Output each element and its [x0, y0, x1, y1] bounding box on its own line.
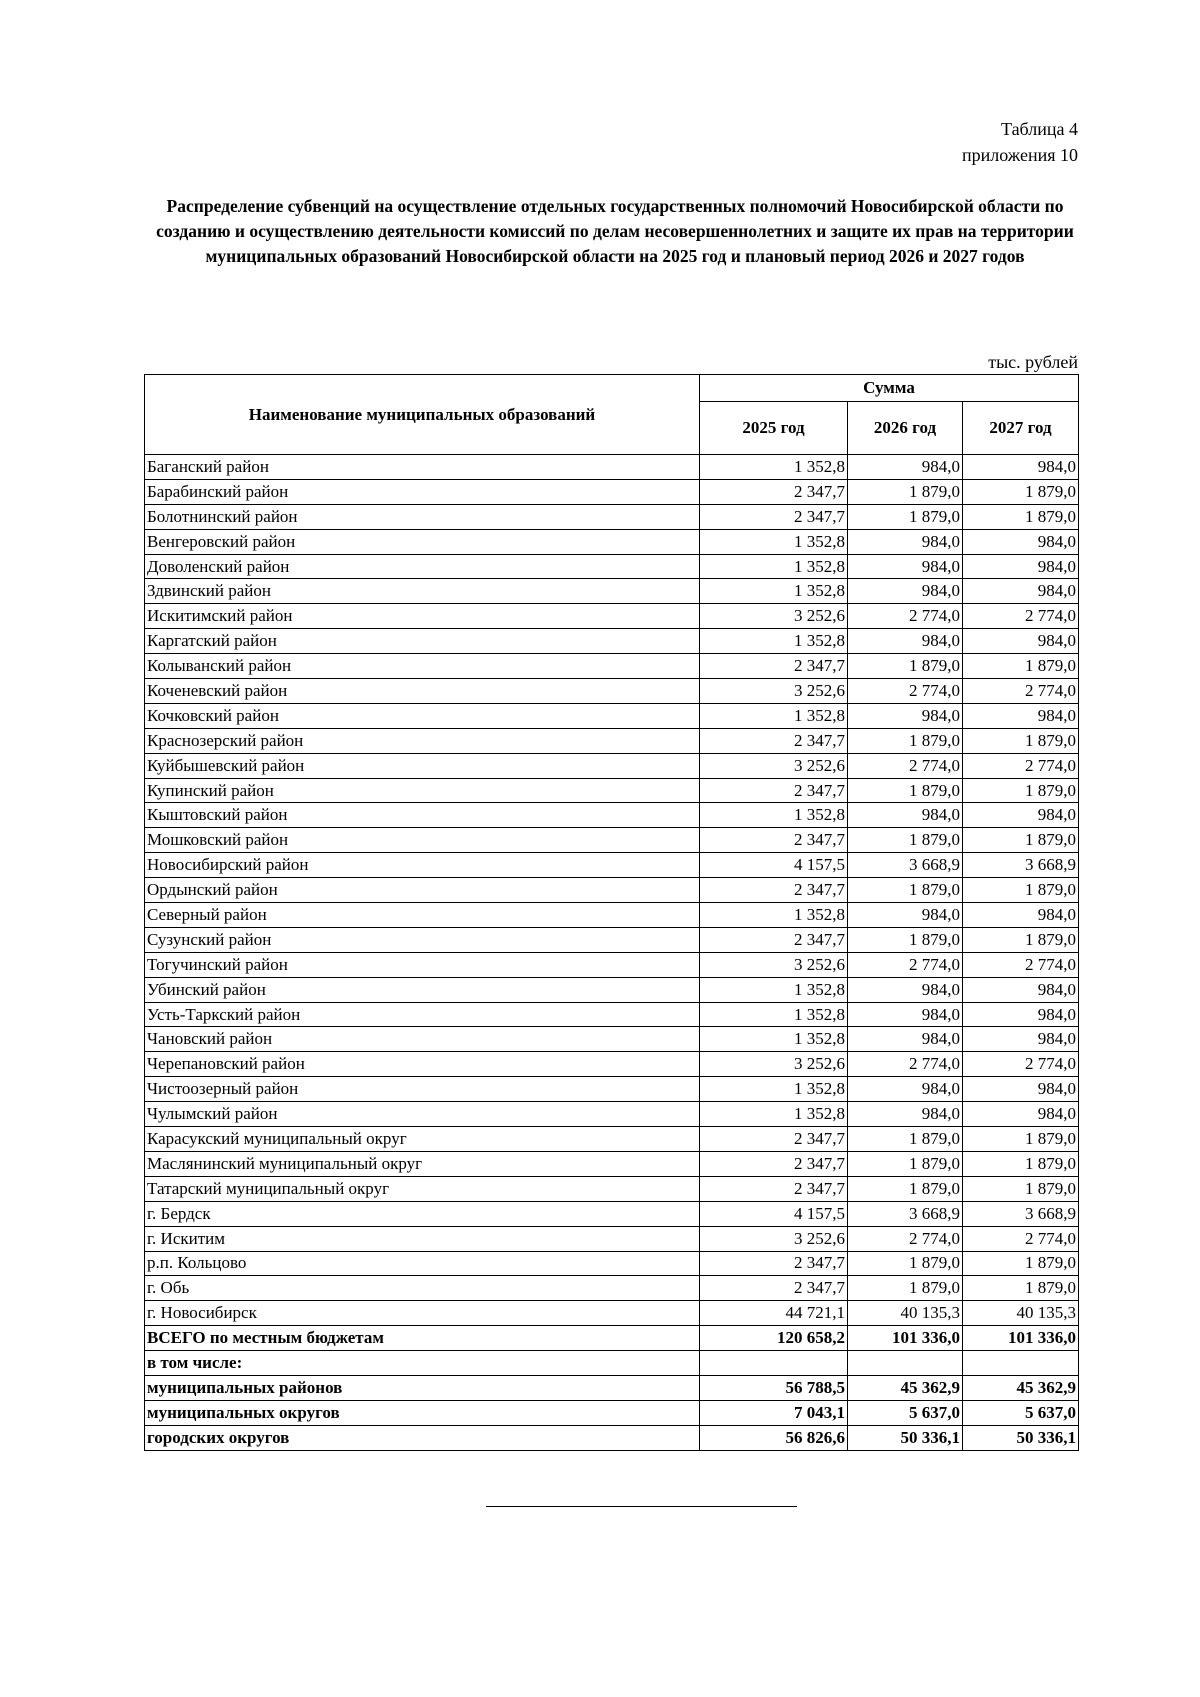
- cell-value-2025: 2 347,7: [700, 1176, 848, 1201]
- cell-value-2027: 3 668,9: [963, 853, 1079, 878]
- table-row: [145, 803, 1079, 828]
- table-row: [145, 1375, 1079, 1400]
- cell-value-2027: 3 668,9: [963, 1201, 1079, 1226]
- cell-value-2026: 45 362,9: [848, 1375, 963, 1400]
- cell-value-2025: 1 352,8: [700, 703, 848, 728]
- cell-value-2025: 44 721,1: [700, 1301, 848, 1326]
- cell-municipality-name: Убинский район: [145, 977, 700, 1002]
- table-row: [145, 903, 1079, 928]
- cell-value-2026: 984,0: [848, 977, 963, 1002]
- cell-value-2026: 984,0: [848, 703, 963, 728]
- cell-value-2025: 3 252,6: [700, 753, 848, 778]
- cell-municipality-name: г. Новосибирск: [145, 1301, 700, 1326]
- cell-municipality-name: Кыштовский район: [145, 803, 700, 828]
- cell-value-2025: 2 347,7: [700, 828, 848, 853]
- table-row: [145, 604, 1079, 629]
- cell-value-2027: 50 336,1: [963, 1425, 1079, 1450]
- column-header-2027: 2027 год: [963, 402, 1079, 455]
- cell-value-2025: 1 352,8: [700, 529, 848, 554]
- table-row: [145, 554, 1079, 579]
- cell-municipality-name: Усть-Таркский район: [145, 1002, 700, 1027]
- document-title: Распределение субвенций на осуществление отдельных государственных полномочий Новосибирской области по созданию и осуществлению деятельности комиссий по делам несовершеннолетних и защите их прав на территории муниципальных образований Новосибирской области на 2025 год и плановый период 2026 и 2027 годов: [156, 196, 1074, 266]
- cell-value-2027: 1 879,0: [963, 504, 1079, 529]
- table-row: [145, 1151, 1079, 1176]
- cell-value-2027: 2 774,0: [963, 753, 1079, 778]
- cell-value-2026: 2 774,0: [848, 1226, 963, 1251]
- cell-value-2026: 1 879,0: [848, 1276, 963, 1301]
- cell-value-2025: 2 347,7: [700, 878, 848, 903]
- cell-value-2026: 1 879,0: [848, 878, 963, 903]
- cell-municipality-name: Кочковский район: [145, 703, 700, 728]
- cell-value-2025: 7 043,1: [700, 1400, 848, 1425]
- cell-value-2027: 2 774,0: [963, 604, 1079, 629]
- cell-municipality-name: муниципальных районов: [145, 1375, 700, 1400]
- cell-value-2026: 1 879,0: [848, 1151, 963, 1176]
- cell-value-2025: 2 347,7: [700, 927, 848, 952]
- cell-value-2025: 56 826,6: [700, 1425, 848, 1450]
- cell-value-2026: 984,0: [848, 1102, 963, 1127]
- cell-municipality-name: Мошковский район: [145, 828, 700, 853]
- cell-value-2026: 984,0: [848, 629, 963, 654]
- cell-municipality-name: Татарский муниципальный округ: [145, 1176, 700, 1201]
- table-row: [145, 1351, 1079, 1376]
- column-header-2025: 2025 год: [700, 402, 848, 455]
- cell-value-2026: 101 336,0: [848, 1326, 963, 1351]
- cell-value-2026: 984,0: [848, 1027, 963, 1052]
- cell-value-2025: 1 352,8: [700, 579, 848, 604]
- cell-value-2026: 2 774,0: [848, 679, 963, 704]
- cell-municipality-name: Тогучинский район: [145, 952, 700, 977]
- cell-value-2027: 2 774,0: [963, 679, 1079, 704]
- cell-value-2025: 2 347,7: [700, 1127, 848, 1152]
- cell-municipality-name: Искитимский район: [145, 604, 700, 629]
- table-row: [145, 753, 1079, 778]
- cell-value-2025: 1 352,8: [700, 803, 848, 828]
- table-row: [145, 1226, 1079, 1251]
- table-row: [145, 1027, 1079, 1052]
- cell-value-2026: 2 774,0: [848, 952, 963, 977]
- cell-value-2026: 1 879,0: [848, 1127, 963, 1152]
- column-header-name: Наименование муниципальных образований: [145, 375, 700, 455]
- cell-value-2026: 984,0: [848, 579, 963, 604]
- cell-municipality-name: Венгеровский район: [145, 529, 700, 554]
- cell-value-2026: 1 879,0: [848, 1251, 963, 1276]
- cell-municipality-name: р.п. Кольцово: [145, 1251, 700, 1276]
- table-reference: Таблица 4: [1001, 119, 1078, 139]
- table-row: [145, 878, 1079, 903]
- cell-value-2026: 984,0: [848, 1002, 963, 1027]
- cell-value-2026: 1 879,0: [848, 828, 963, 853]
- cell-value-2026: 984,0: [848, 903, 963, 928]
- subvention-table: [144, 374, 1079, 1451]
- cell-municipality-name: Северный район: [145, 903, 700, 928]
- cell-value-2025: 120 658,2: [700, 1326, 848, 1351]
- table-row: [145, 1176, 1079, 1201]
- cell-municipality-name: г. Обь: [145, 1276, 700, 1301]
- cell-value-2025: 2 347,7: [700, 778, 848, 803]
- cell-value-2025: 2 347,7: [700, 504, 848, 529]
- cell-value-2026: 1 879,0: [848, 927, 963, 952]
- cell-municipality-name: Чулымский район: [145, 1102, 700, 1127]
- cell-value-2027: 984,0: [963, 1102, 1079, 1127]
- cell-value-2027: 984,0: [963, 903, 1079, 928]
- table-row: [145, 977, 1079, 1002]
- cell-value-2027: [963, 1351, 1079, 1376]
- cell-value-2025: 1 352,8: [700, 1102, 848, 1127]
- cell-value-2027: 1 879,0: [963, 778, 1079, 803]
- cell-value-2027: 984,0: [963, 629, 1079, 654]
- cell-municipality-name: Барабинский район: [145, 479, 700, 504]
- cell-value-2027: 5 637,0: [963, 1400, 1079, 1425]
- table-row: [145, 853, 1079, 878]
- table-row: [145, 1301, 1079, 1326]
- cell-value-2026: 3 668,9: [848, 1201, 963, 1226]
- cell-value-2025: 3 252,6: [700, 679, 848, 704]
- cell-municipality-name: Купинский район: [145, 778, 700, 803]
- cell-value-2026: 984,0: [848, 554, 963, 579]
- cell-municipality-name: в том числе:: [145, 1351, 700, 1376]
- cell-value-2027: 45 362,9: [963, 1375, 1079, 1400]
- table-row: [145, 654, 1079, 679]
- cell-municipality-name: Краснозерский район: [145, 728, 700, 753]
- table-row: [145, 455, 1079, 480]
- cell-value-2027: 1 879,0: [963, 1151, 1079, 1176]
- table-row: [145, 952, 1079, 977]
- cell-municipality-name: Черепановский район: [145, 1052, 700, 1077]
- cell-value-2026: 984,0: [848, 455, 963, 480]
- cell-municipality-name: городских округов: [145, 1425, 700, 1450]
- cell-value-2026: 1 879,0: [848, 504, 963, 529]
- cell-municipality-name: Карасукский муниципальный округ: [145, 1127, 700, 1152]
- cell-value-2027: 1 879,0: [963, 1276, 1079, 1301]
- table-row: [145, 703, 1079, 728]
- end-divider: [486, 1506, 797, 1507]
- column-header-sum: Сумма: [700, 375, 1079, 402]
- cell-value-2026: 984,0: [848, 1077, 963, 1102]
- cell-municipality-name: Доволенский район: [145, 554, 700, 579]
- cell-value-2025: 1 352,8: [700, 977, 848, 1002]
- cell-value-2026: [848, 1351, 963, 1376]
- table-row: [145, 629, 1079, 654]
- table-row: [145, 1425, 1079, 1450]
- cell-municipality-name: Маслянинский муниципальный округ: [145, 1151, 700, 1176]
- cell-value-2027: 1 879,0: [963, 728, 1079, 753]
- units-label: тыс. рублей: [988, 352, 1078, 372]
- cell-value-2025: 1 352,8: [700, 554, 848, 579]
- column-header-2026: 2026 год: [848, 402, 963, 455]
- cell-value-2026: 5 637,0: [848, 1400, 963, 1425]
- cell-municipality-name: Чановский район: [145, 1027, 700, 1052]
- cell-value-2025: 1 352,8: [700, 1077, 848, 1102]
- table-row: [145, 679, 1079, 704]
- cell-value-2025: 1 352,8: [700, 1002, 848, 1027]
- cell-value-2027: 40 135,3: [963, 1301, 1079, 1326]
- cell-municipality-name: Куйбышевский район: [145, 753, 700, 778]
- table-row: [145, 1077, 1079, 1102]
- cell-municipality-name: Болотнинский район: [145, 504, 700, 529]
- cell-value-2026: 1 879,0: [848, 479, 963, 504]
- cell-value-2027: 2 774,0: [963, 1226, 1079, 1251]
- cell-value-2027: 984,0: [963, 529, 1079, 554]
- cell-value-2026: 3 668,9: [848, 853, 963, 878]
- cell-municipality-name: Здвинский район: [145, 579, 700, 604]
- cell-value-2026: 984,0: [848, 529, 963, 554]
- cell-value-2025: 4 157,5: [700, 1201, 848, 1226]
- table-row: [145, 828, 1079, 853]
- cell-municipality-name: Колыванский район: [145, 654, 700, 679]
- cell-value-2026: 40 135,3: [848, 1301, 963, 1326]
- cell-municipality-name: Каргатский район: [145, 629, 700, 654]
- table-row: [145, 1400, 1079, 1425]
- cell-value-2025: 1 352,8: [700, 629, 848, 654]
- table-row: [145, 1276, 1079, 1301]
- table-row: [145, 1251, 1079, 1276]
- cell-value-2027: 101 336,0: [963, 1326, 1079, 1351]
- cell-value-2027: 984,0: [963, 579, 1079, 604]
- table-row: [145, 1326, 1079, 1351]
- cell-value-2026: 2 774,0: [848, 753, 963, 778]
- table-header-row: [145, 375, 1079, 402]
- cell-value-2027: 984,0: [963, 1027, 1079, 1052]
- cell-value-2025: 1 352,8: [700, 903, 848, 928]
- cell-value-2026: 50 336,1: [848, 1425, 963, 1450]
- table-row: [145, 728, 1079, 753]
- cell-value-2025: 2 347,7: [700, 1276, 848, 1301]
- cell-municipality-name: Сузунский район: [145, 927, 700, 952]
- cell-value-2027: 2 774,0: [963, 1052, 1079, 1077]
- cell-value-2026: 1 879,0: [848, 654, 963, 679]
- cell-value-2025: 2 347,7: [700, 1151, 848, 1176]
- table-row: [145, 1052, 1079, 1077]
- table-row: [145, 927, 1079, 952]
- table-row: [145, 1201, 1079, 1226]
- cell-value-2025: 1 352,8: [700, 455, 848, 480]
- table-body: [145, 455, 1079, 1451]
- cell-value-2027: 1 879,0: [963, 654, 1079, 679]
- cell-value-2027: 1 879,0: [963, 479, 1079, 504]
- table-row: [145, 479, 1079, 504]
- cell-value-2027: 1 879,0: [963, 1127, 1079, 1152]
- table-row: [145, 579, 1079, 604]
- cell-value-2025: 3 252,6: [700, 1226, 848, 1251]
- cell-value-2027: 984,0: [963, 977, 1079, 1002]
- cell-municipality-name: муниципальных округов: [145, 1400, 700, 1425]
- cell-value-2027: 984,0: [963, 554, 1079, 579]
- cell-value-2026: 2 774,0: [848, 604, 963, 629]
- cell-value-2026: 2 774,0: [848, 1052, 963, 1077]
- table-row: [145, 504, 1079, 529]
- cell-value-2027: 2 774,0: [963, 952, 1079, 977]
- cell-value-2027: 984,0: [963, 455, 1079, 480]
- cell-value-2025: 1 352,8: [700, 1027, 848, 1052]
- cell-value-2026: 1 879,0: [848, 728, 963, 753]
- cell-municipality-name: Чистоозерный район: [145, 1077, 700, 1102]
- cell-value-2025: 56 788,5: [700, 1375, 848, 1400]
- cell-value-2025: 3 252,6: [700, 952, 848, 977]
- cell-value-2025: 3 252,6: [700, 1052, 848, 1077]
- cell-value-2027: 1 879,0: [963, 878, 1079, 903]
- cell-value-2027: 1 879,0: [963, 1251, 1079, 1276]
- table-row: [145, 1002, 1079, 1027]
- cell-value-2027: 984,0: [963, 703, 1079, 728]
- cell-municipality-name: г. Бердск: [145, 1201, 700, 1226]
- table-row: [145, 778, 1079, 803]
- cell-value-2025: [700, 1351, 848, 1376]
- cell-value-2025: 3 252,6: [700, 604, 848, 629]
- table-row: [145, 1127, 1079, 1152]
- cell-value-2027: 984,0: [963, 803, 1079, 828]
- cell-value-2027: 1 879,0: [963, 927, 1079, 952]
- cell-municipality-name: г. Искитим: [145, 1226, 700, 1251]
- cell-value-2025: 2 347,7: [700, 479, 848, 504]
- cell-value-2026: 984,0: [848, 803, 963, 828]
- cell-value-2025: 2 347,7: [700, 654, 848, 679]
- cell-municipality-name: Ордынский район: [145, 878, 700, 903]
- appendix-reference: приложения 10: [961, 145, 1078, 165]
- cell-value-2026: 1 879,0: [848, 778, 963, 803]
- table-row: [145, 529, 1079, 554]
- cell-municipality-name: Коченевский район: [145, 679, 700, 704]
- table-row: [145, 1102, 1079, 1127]
- cell-value-2027: 1 879,0: [963, 1176, 1079, 1201]
- cell-value-2027: 984,0: [963, 1077, 1079, 1102]
- cell-value-2025: 2 347,7: [700, 728, 848, 753]
- cell-municipality-name: Новосибирский район: [145, 853, 700, 878]
- cell-value-2025: 4 157,5: [700, 853, 848, 878]
- cell-municipality-name: ВСЕГО по местным бюджетам: [145, 1326, 700, 1351]
- cell-municipality-name: Баганский район: [145, 455, 700, 480]
- cell-value-2025: 2 347,7: [700, 1251, 848, 1276]
- cell-value-2027: 984,0: [963, 1002, 1079, 1027]
- cell-value-2026: 1 879,0: [848, 1176, 963, 1201]
- cell-value-2027: 1 879,0: [963, 828, 1079, 853]
